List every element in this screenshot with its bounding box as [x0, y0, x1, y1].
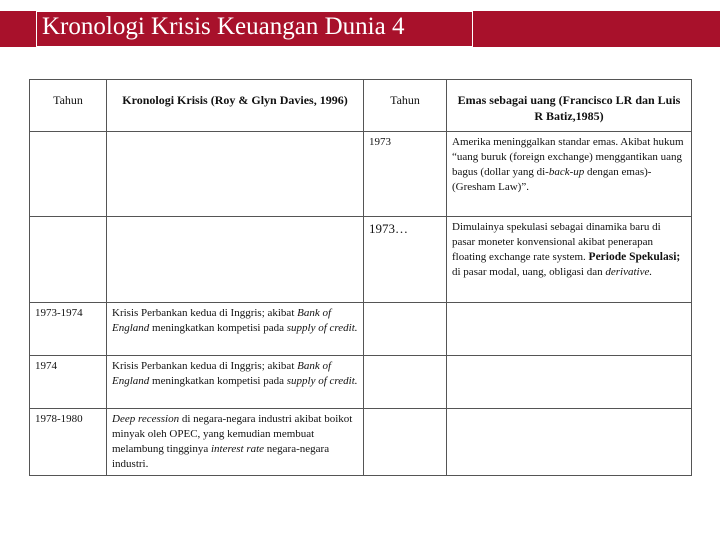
cell-empty: [447, 409, 692, 476]
header-row: [30, 80, 692, 132]
cell-year-right: 1973…: [364, 217, 447, 303]
chronology-table: [29, 79, 692, 476]
cell-empty: [107, 132, 364, 217]
table-row: [30, 409, 692, 476]
table-row: [30, 356, 692, 409]
cell-year-left: 1973-1974: [30, 303, 107, 356]
table-row: [30, 217, 692, 303]
cell-year-right: 1973: [364, 132, 447, 217]
cell-text-right: Amerika meninggalkan standar emas. Akibat hukum “uang buruk (foreign exchange) menggantikan uang bagus (dollar yang di-back-up dengan emas)-(Gresham Law)”.: [447, 132, 692, 217]
cell-text-right: Dimulainya spekulasi sebagai dinamika baru di pasar moneter konvensional akibat penerapan floating exchange rate system. Periode Spekulasi; di pasar modal, uang, obligasi dan derivative.: [447, 217, 692, 303]
header-emas: Emas sebagai uang (Francisco LR dan Luis R Batiz,1985): [447, 80, 692, 132]
header-tahun-left: Tahun: [30, 80, 107, 132]
cell-empty: [447, 303, 692, 356]
cell-empty: [30, 217, 107, 303]
cell-text-left: Deep recession di negara-negara industri akibat boikot minyak oleh OPEC, yang kemudian membuat melambung tingginya interest rate negara-negara industri.: [107, 409, 364, 476]
table-row: [30, 132, 692, 217]
cell-empty: [364, 303, 447, 356]
cell-year-left: 1978-1980: [30, 409, 107, 476]
cell-empty: [364, 356, 447, 409]
cell-text-left: Krisis Perbankan kedua di Inggris; akibat Bank of England meningkatkan kompetisi pada supply of credit.: [107, 303, 364, 356]
cell-empty: [447, 356, 692, 409]
header-tahun-right: Tahun: [364, 80, 447, 132]
page-title: Kronologi Krisis Keuangan Dunia 4: [42, 13, 405, 40]
table-row: [30, 303, 692, 356]
cell-empty: [107, 217, 364, 303]
cell-empty: [30, 132, 107, 217]
cell-empty: [364, 409, 447, 476]
cell-text-left: Krisis Perbankan kedua di Inggris; akibat Bank of England meningkatkan kompetisi pada supply of credit.: [107, 356, 364, 409]
header-kronologi: Kronologi Krisis (Roy & Glyn Davies, 1996): [107, 80, 364, 132]
cell-year-left: 1974: [30, 356, 107, 409]
